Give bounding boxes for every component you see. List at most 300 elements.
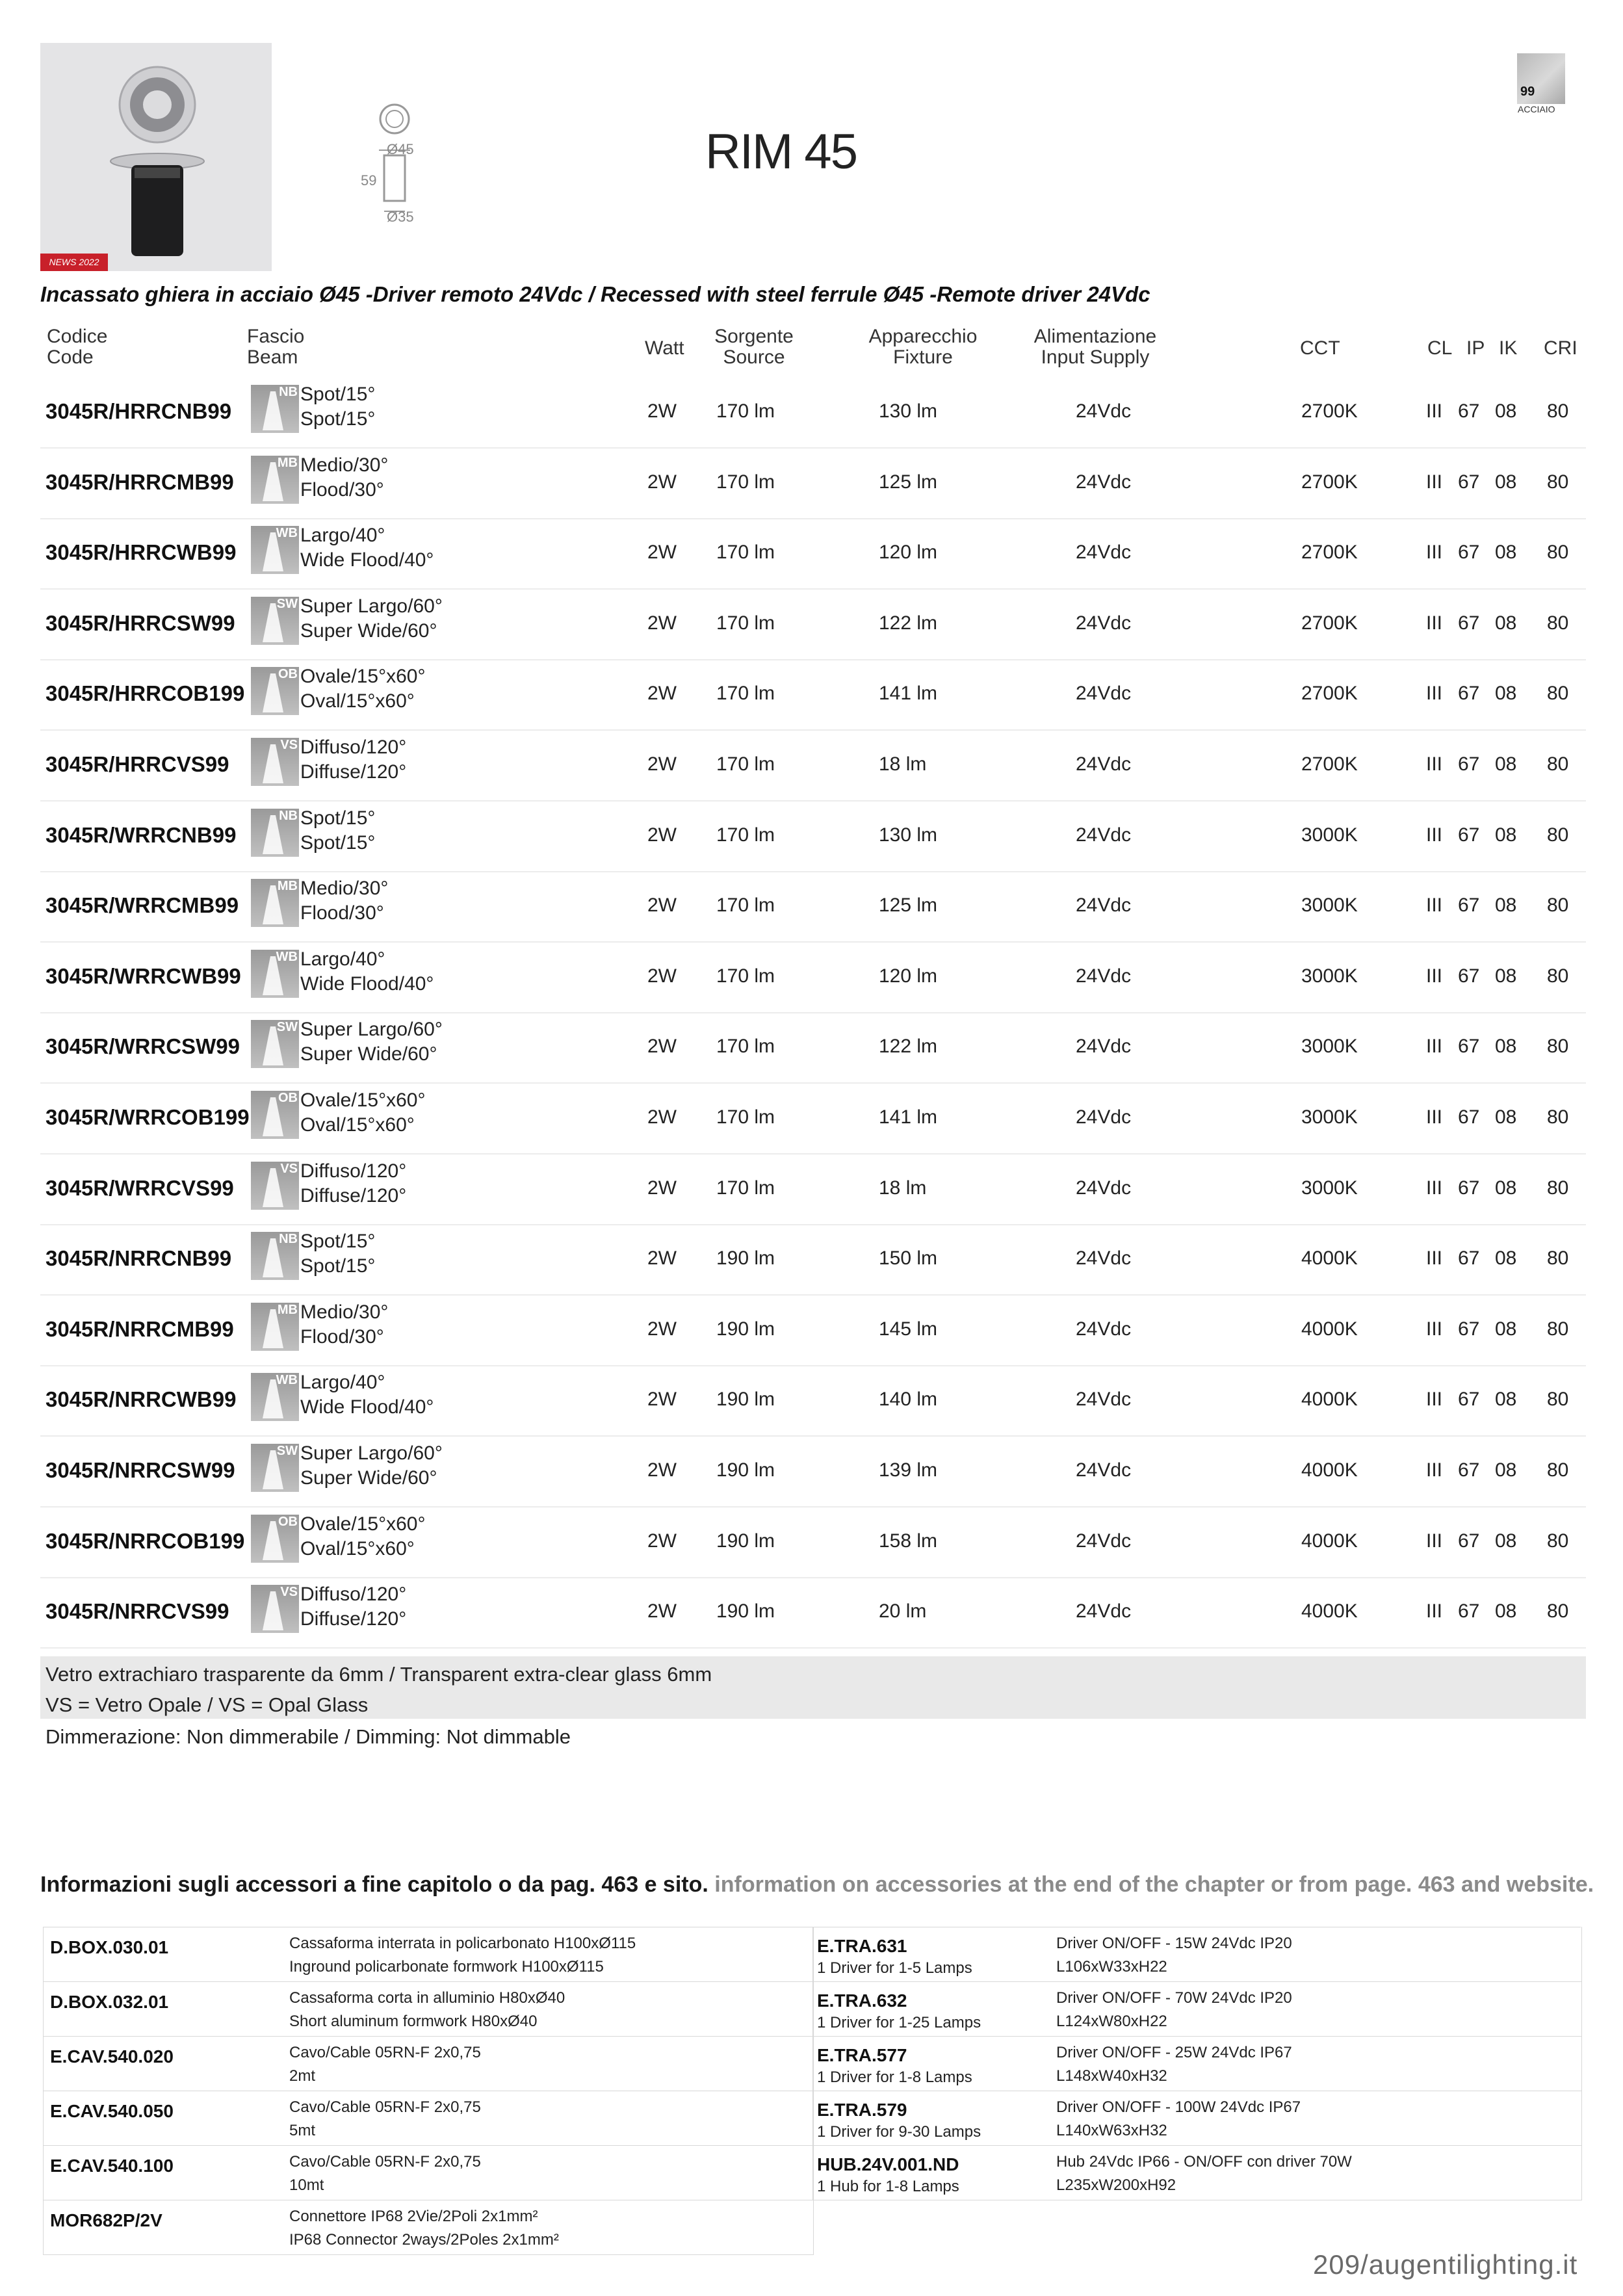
class: III: [1426, 541, 1443, 564]
ip-rating: 67: [1458, 753, 1480, 775]
accessory-code: E.CAV.540.020: [50, 2046, 174, 2067]
cct: 2700K: [1301, 612, 1358, 634]
beam-abbr: MB: [277, 879, 298, 894]
input-supply: 24Vdc: [1076, 894, 1132, 917]
news-badge: NEWS 2022: [40, 254, 108, 271]
ip-rating: 67: [1458, 1530, 1480, 1552]
ip-rating: 67: [1458, 612, 1480, 634]
input-supply: 24Vdc: [1076, 1600, 1132, 1623]
watt: 2W: [647, 1036, 677, 1058]
ip-rating: 67: [1458, 683, 1480, 705]
cri: 80: [1547, 541, 1569, 564]
cct: 4000K: [1301, 1389, 1358, 1411]
driver-code: E.TRA.579: [817, 2100, 907, 2120]
source-lumen: 170 lm: [716, 1177, 775, 1199]
input-supply: 24Vdc: [1076, 1459, 1132, 1481]
beam-en: Spot/15°: [300, 408, 376, 430]
class: III: [1426, 1530, 1443, 1552]
watt: 2W: [647, 1530, 677, 1552]
input-supply: 24Vdc: [1076, 471, 1132, 493]
driver-desc: Driver ON/OFF - 15W 24Vdc IP20: [1056, 1935, 1292, 1952]
watt: 2W: [647, 824, 677, 846]
cct: 4000K: [1301, 1530, 1358, 1552]
header-code-it: Codice: [47, 326, 108, 347]
driver-row: [812, 1927, 1582, 1982]
driver-desc: Driver ON/OFF - 70W 24Vdc IP20: [1056, 1989, 1292, 2007]
ip-rating: 67: [1458, 1389, 1480, 1411]
beam-it: Spot/15°: [300, 807, 376, 829]
class: III: [1426, 1177, 1443, 1199]
input-supply: 24Vdc: [1076, 1389, 1132, 1411]
input-supply: 24Vdc: [1076, 541, 1132, 564]
accessory-desc-en: 10mt: [289, 2176, 324, 2194]
source-lumen: 190 lm: [716, 1600, 775, 1623]
table-row: [40, 1012, 1586, 1084]
cri: 80: [1547, 400, 1569, 422]
beam-it: Medio/30°: [300, 1301, 389, 1323]
class: III: [1426, 894, 1443, 917]
fixture-lumen: 18 lm: [879, 753, 927, 775]
cct: 4000K: [1301, 1318, 1358, 1340]
fixture-lumen: 125 lm: [879, 894, 938, 917]
product-code: 3045R/HRRCNB99: [45, 399, 232, 423]
watt: 2W: [647, 1389, 677, 1411]
fixture-lumen: 145 lm: [879, 1318, 938, 1340]
source-lumen: 170 lm: [716, 894, 775, 917]
beam-en: Super Wide/60°: [300, 1467, 437, 1489]
header-cl: CL: [1427, 337, 1453, 359]
class: III: [1426, 1318, 1443, 1340]
beam-abbr: NB: [279, 1232, 298, 1247]
driver-lamps: 1 Driver for 9-30 Lamps: [817, 2123, 981, 2141]
driver-dimensions: L235xW200xH92: [1056, 2176, 1176, 2194]
beam-icon: [251, 1232, 299, 1280]
driver-code: E.TRA.632: [817, 1990, 907, 2011]
finish-code: 99: [1520, 85, 1535, 99]
header-ip: IP: [1466, 337, 1485, 359]
beam-en: Super Wide/60°: [300, 1043, 437, 1065]
beam-icon: [251, 667, 299, 715]
driver-lamps: 1 Driver for 1-25 Lamps: [817, 2014, 981, 2031]
input-supply: 24Vdc: [1076, 612, 1132, 634]
ik-rating: 08: [1495, 1247, 1517, 1270]
class: III: [1426, 400, 1443, 422]
input-supply: 24Vdc: [1076, 683, 1132, 705]
note-dimming: Dimmerazione: Non dimmerabile / Dimming: Not dimmable: [45, 1725, 571, 1748]
source-lumen: 190 lm: [716, 1459, 775, 1481]
ik-rating: 08: [1495, 1530, 1517, 1552]
cct: 3000K: [1301, 965, 1358, 987]
fixture-lumen: 18 lm: [879, 1177, 927, 1199]
product-code: 3045R/WRRCOB199: [45, 1105, 250, 1129]
cri: 80: [1547, 965, 1569, 987]
beam-it: Diffuso/120°: [300, 737, 407, 758]
accessory-code: E.CAV.540.050: [50, 2101, 174, 2121]
product-code: 3045R/HRRCVS99: [45, 752, 229, 776]
driver-dimensions: L140xW63xH32: [1056, 2122, 1167, 2139]
beam-abbr: MB: [277, 455, 298, 470]
beam-icon: [251, 385, 299, 433]
beam-it: Diffuso/120°: [300, 1584, 407, 1606]
product-code: 3045R/NRRCNB99: [45, 1246, 232, 1271]
class: III: [1426, 683, 1443, 705]
class: III: [1426, 1389, 1443, 1411]
product-code: 3045R/WRRCVS99: [45, 1175, 234, 1200]
watt: 2W: [647, 612, 677, 634]
fixture-lumen: 139 lm: [879, 1459, 938, 1481]
subtitle: Incassato ghiera in acciaio Ø45 -Driver remoto 24Vdc / Recessed with steel ferrule Ø45 -Remote driver 24Vdc: [40, 282, 1150, 306]
beam-en: Flood/30°: [300, 478, 384, 501]
cct: 2700K: [1301, 400, 1358, 422]
beam-it: Largo/40°: [300, 525, 385, 547]
header-supply-it: Alimentazione: [1033, 326, 1157, 347]
watt: 2W: [647, 1459, 677, 1481]
fixture-lumen: 122 lm: [879, 1036, 938, 1058]
source-lumen: 190 lm: [716, 1318, 775, 1340]
header-source-en: Source: [723, 346, 785, 368]
ip-rating: 67: [1458, 1459, 1480, 1481]
accessory-row: [43, 2200, 814, 2255]
table-row: [40, 448, 1586, 519]
accessory-desc-en: Inground policarbonate formwork H100xØ115: [289, 1958, 604, 1976]
cri: 80: [1547, 612, 1569, 634]
watt: 2W: [647, 1247, 677, 1270]
dim-bottom: Ø35: [387, 209, 414, 224]
beam-en: Wide Flood/40°: [300, 972, 434, 995]
cri: 80: [1547, 1459, 1569, 1481]
beam-en: Flood/30°: [300, 1325, 384, 1348]
fixture-lumen: 122 lm: [879, 612, 938, 634]
class: III: [1426, 1600, 1443, 1623]
header-supply-en: Input Supply: [1041, 346, 1150, 368]
beam-en: Oval/15°x60°: [300, 1114, 415, 1136]
ik-rating: 08: [1495, 612, 1517, 634]
fixture-lumen: 141 lm: [879, 683, 938, 705]
beam-it: Ovale/15°x60°: [300, 1089, 426, 1111]
table-row: [40, 659, 1586, 731]
table-row: [40, 1154, 1586, 1225]
driver-lamps: 1 Hub for 1-8 Lamps: [817, 2178, 959, 2195]
source-lumen: 170 lm: [716, 471, 775, 493]
beam-en: Diffuse/120°: [300, 1184, 407, 1207]
cri: 80: [1547, 1600, 1569, 1623]
accessory-desc-en: 5mt: [289, 2122, 316, 2139]
ik-rating: 08: [1495, 965, 1517, 987]
source-lumen: 170 lm: [716, 824, 775, 846]
cct: 4000K: [1301, 1247, 1358, 1270]
beam-it: Largo/40°: [300, 948, 385, 970]
driver-dimensions: L106xW33xH22: [1056, 1958, 1167, 1976]
cct: 3000K: [1301, 1036, 1358, 1058]
accessory-row: [43, 1927, 814, 1982]
input-supply: 24Vdc: [1076, 824, 1132, 846]
ik-rating: 08: [1495, 824, 1517, 846]
beam-abbr: OB: [278, 1514, 298, 1529]
ik-rating: 08: [1495, 1389, 1517, 1411]
beam-abbr: SW: [276, 596, 298, 611]
table-row: [40, 1507, 1586, 1578]
fixture-lumen: 120 lm: [879, 965, 938, 987]
cri: 80: [1547, 1106, 1569, 1128]
driver-desc: Driver ON/OFF - 25W 24Vdc IP67: [1056, 2044, 1292, 2061]
beam-en: Diffuse/120°: [300, 761, 407, 783]
driver-row: [812, 2036, 1582, 2091]
product-code: 3045R/WRRCSW99: [45, 1034, 240, 1059]
cri: 80: [1547, 683, 1569, 705]
driver-dimensions: L148xW40xH32: [1056, 2067, 1167, 2085]
accessory-code: MOR682P/2V: [50, 2210, 162, 2230]
source-lumen: 170 lm: [716, 400, 775, 422]
accessory-desc-en: IP68 Connector 2ways/2Poles 2x1mm²: [289, 2231, 559, 2249]
class: III: [1426, 471, 1443, 493]
ik-rating: 08: [1495, 1036, 1517, 1058]
beam-en: Wide Flood/40°: [300, 1396, 434, 1418]
accessory-desc-it: Cavo/Cable 05RN-F 2x0,75: [289, 2044, 481, 2061]
beam-en: Super Wide/60°: [300, 620, 437, 642]
beam-it: Diffuso/120°: [300, 1160, 407, 1182]
beam-abbr: NB: [279, 385, 298, 399]
accessory-row: [43, 2036, 814, 2091]
cct: 3000K: [1301, 824, 1358, 846]
watt: 2W: [647, 1177, 677, 1199]
accessory-desc-it: Connettore IP68 2Vie/2Poli 2x1mm²: [289, 2208, 538, 2225]
cri: 80: [1547, 824, 1569, 846]
fixture-lumen: 158 lm: [879, 1530, 938, 1552]
table-row: [40, 1365, 1586, 1437]
footer-page-url: 209/augentilighting.it: [1313, 2249, 1578, 2280]
source-lumen: 170 lm: [716, 965, 775, 987]
ik-rating: 08: [1495, 471, 1517, 493]
page-title: RIM 45: [705, 124, 857, 179]
source-lumen: 170 lm: [716, 1106, 775, 1128]
beam-icon: [251, 1303, 299, 1351]
beam-abbr: SW: [276, 1444, 298, 1458]
ik-rating: 08: [1495, 894, 1517, 917]
beam-it: Ovale/15°x60°: [300, 666, 426, 688]
watt: 2W: [647, 541, 677, 564]
accessory-code: D.BOX.030.01: [50, 1937, 169, 1957]
driver-row: [812, 2145, 1582, 2200]
source-lumen: 190 lm: [716, 1530, 775, 1552]
cri: 80: [1547, 753, 1569, 775]
beam-en: Diffuse/120°: [300, 1608, 407, 1630]
beam-en: Oval/15°x60°: [300, 1537, 415, 1559]
table-row: [40, 377, 1586, 449]
beam-icon: [251, 950, 299, 998]
beam-abbr: WB: [276, 526, 298, 541]
dim-top: Ø45: [387, 141, 414, 157]
finish-label: ACCIAIO: [1518, 104, 1555, 114]
product-code: 3045R/HRRCOB199: [45, 681, 245, 706]
input-supply: 24Vdc: [1076, 965, 1132, 987]
beam-it: Medio/30°: [300, 878, 389, 900]
watt: 2W: [647, 471, 677, 493]
fixture-lumen: 150 lm: [879, 1247, 938, 1270]
product-code: 3045R/NRRCWB99: [45, 1387, 237, 1412]
cri: 80: [1547, 1036, 1569, 1058]
note-glass: Vetro extrachiaro trasparente da 6mm / Transparent extra-clear glass 6mm: [45, 1663, 712, 1686]
beam-en: Flood/30°: [300, 902, 384, 924]
ip-rating: 67: [1458, 965, 1480, 987]
cri: 80: [1547, 894, 1569, 917]
cct: 4000K: [1301, 1459, 1358, 1481]
product-photo: [40, 43, 272, 271]
driver-lamps: 1 Driver for 1-8 Lamps: [817, 2068, 972, 2086]
header-fixture-en: Fixture: [893, 346, 953, 368]
input-supply: 24Vdc: [1076, 1318, 1132, 1340]
table-row: [40, 518, 1586, 590]
accessory-code: D.BOX.032.01: [50, 1992, 169, 2012]
product-code: 3045R/HRRCWB99: [45, 540, 237, 565]
product-code: 3045R/NRRCVS99: [45, 1599, 229, 1624]
beam-icon: [251, 879, 299, 927]
input-supply: 24Vdc: [1076, 1530, 1132, 1552]
ip-rating: 67: [1458, 400, 1480, 422]
ip-rating: 67: [1458, 1036, 1480, 1058]
source-lumen: 170 lm: [716, 541, 775, 564]
beam-en: Oval/15°x60°: [300, 690, 415, 712]
beam-abbr: VS: [280, 1161, 298, 1176]
source-lumen: 190 lm: [716, 1247, 775, 1270]
ip-rating: 67: [1458, 824, 1480, 846]
ik-rating: 08: [1495, 1106, 1517, 1128]
driver-lamps: 1 Driver for 1-5 Lamps: [817, 1959, 972, 1977]
input-supply: 24Vdc: [1076, 400, 1132, 422]
ik-rating: 08: [1495, 1600, 1517, 1623]
accessory-row: [43, 1981, 814, 2037]
beam-it: Super Largo/60°: [300, 1019, 443, 1041]
class: III: [1426, 1247, 1443, 1270]
cct: 2700K: [1301, 753, 1358, 775]
table-row: [40, 589, 1586, 660]
driver-code: HUB.24V.001.ND: [817, 2154, 959, 2174]
fixture-lumen: 120 lm: [879, 541, 938, 564]
cri: 80: [1547, 1389, 1569, 1411]
header-cct: CCT: [1300, 337, 1340, 359]
header-beam-it: Fascio: [247, 326, 305, 347]
ik-rating: 08: [1495, 541, 1517, 564]
header-code-en: Code: [47, 346, 94, 368]
beam-icon: [251, 526, 299, 574]
dim-side: 59: [361, 172, 377, 189]
beam-icon: [251, 1444, 299, 1492]
cri: 80: [1547, 1177, 1569, 1199]
accessory-desc-it: Cassaforma interrata in policarbonato H100xØ115: [289, 1935, 636, 1952]
class: III: [1426, 612, 1443, 634]
table-row: [40, 942, 1586, 1013]
ip-rating: 67: [1458, 1177, 1480, 1199]
driver-row: [812, 2091, 1582, 2146]
watt: 2W: [647, 965, 677, 987]
beam-icon: [251, 1515, 299, 1563]
ik-rating: 08: [1495, 1459, 1517, 1481]
beam-it: Largo/40°: [300, 1372, 385, 1394]
fixture-lumen: 130 lm: [879, 824, 938, 846]
class: III: [1426, 1106, 1443, 1128]
product-code: 3045R/HRRCSW99: [45, 610, 235, 635]
accessory-desc-en: Short aluminum formwork H80xØ40: [289, 2013, 538, 2030]
watt: 2W: [647, 753, 677, 775]
table-row: [40, 801, 1586, 872]
beam-icon: [251, 456, 299, 504]
watt: 2W: [647, 683, 677, 705]
beam-abbr: NB: [279, 808, 298, 823]
beam-en: Spot/15°: [300, 831, 376, 854]
beam-abbr: SW: [276, 1020, 298, 1035]
beam-icon: [251, 1020, 299, 1068]
cri: 80: [1547, 471, 1569, 493]
header-cri: CRI: [1544, 337, 1578, 359]
beam-abbr: WB: [276, 949, 298, 964]
accessories-heading: [40, 1872, 1594, 1898]
input-supply: 24Vdc: [1076, 1036, 1132, 1058]
cct: 2700K: [1301, 541, 1358, 564]
watt: 2W: [647, 1318, 677, 1340]
header-watt: Watt: [645, 337, 684, 359]
ip-rating: 67: [1458, 1106, 1480, 1128]
accessory-row: [43, 2091, 814, 2146]
watt: 2W: [647, 894, 677, 917]
accessories-heading-en: information on accessories at the end of the chapter or from page. 463 and website.: [714, 1872, 1594, 1897]
source-lumen: 170 lm: [716, 753, 775, 775]
cct: 3000K: [1301, 894, 1358, 917]
header-fixture-it: Apparecchio: [868, 326, 978, 347]
cct: 3000K: [1301, 1177, 1358, 1199]
beam-it: Super Largo/60°: [300, 1442, 443, 1464]
table-row: [40, 1224, 1586, 1296]
cct: 4000K: [1301, 1600, 1358, 1623]
ip-rating: 67: [1458, 1318, 1480, 1340]
beam-en: Wide Flood/40°: [300, 549, 434, 571]
beam-icon: [251, 597, 299, 645]
ik-rating: 08: [1495, 400, 1517, 422]
table-row: [40, 1083, 1586, 1155]
beam-icon: [251, 809, 299, 857]
table-row: [40, 871, 1586, 943]
ik-rating: 08: [1495, 1318, 1517, 1340]
ip-rating: 67: [1458, 541, 1480, 564]
driver-row: [812, 1981, 1582, 2037]
source-lumen: 170 lm: [716, 612, 775, 634]
fixture-lumen: 125 lm: [879, 471, 938, 493]
table-row: [40, 1295, 1586, 1366]
product-code: 3045R/WRRCMB99: [45, 893, 239, 918]
watt: 2W: [647, 1106, 677, 1128]
watt: 2W: [647, 400, 677, 422]
class: III: [1426, 1459, 1443, 1481]
source-lumen: 170 lm: [716, 683, 775, 705]
product-code: 3045R/NRRCSW99: [45, 1458, 235, 1482]
source-lumen: 190 lm: [716, 1389, 775, 1411]
input-supply: 24Vdc: [1076, 1106, 1132, 1128]
class: III: [1426, 1036, 1443, 1058]
driver-desc: Hub 24Vdc IP66 - ON/OFF con driver 70W: [1056, 2153, 1352, 2171]
product-code: 3045R/NRRCOB199: [45, 1528, 245, 1553]
beam-icon: [251, 738, 299, 786]
beam-icon: [251, 1162, 299, 1210]
class: III: [1426, 824, 1443, 846]
ik-rating: 08: [1495, 683, 1517, 705]
fixture-image: [40, 43, 272, 271]
cri: 80: [1547, 1530, 1569, 1552]
fixture-lumen: 130 lm: [879, 400, 938, 422]
fixture-lumen: 20 lm: [879, 1600, 927, 1623]
ip-rating: 67: [1458, 1247, 1480, 1270]
class: III: [1426, 753, 1443, 775]
beam-abbr: VS: [280, 738, 298, 752]
technical-drawing: [361, 101, 445, 224]
product-code: 3045R/WRRCWB99: [45, 963, 241, 988]
